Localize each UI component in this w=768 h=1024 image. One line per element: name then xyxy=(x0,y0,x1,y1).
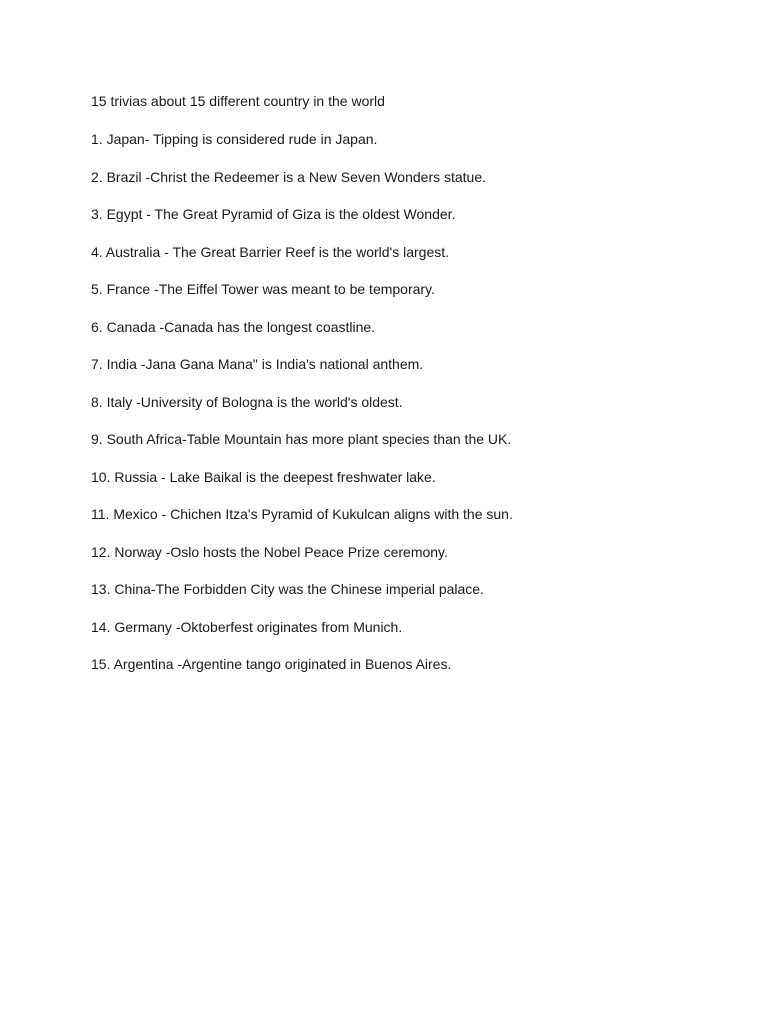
trivia-item-4: 4. Australia - The Great Barrier Reef is the world's largest. xyxy=(91,243,450,260)
document-title: 15 trivias about 15 different country in the world xyxy=(91,93,385,109)
trivia-item-6: 6. Canada -Canada has the longest coastline. xyxy=(91,318,376,335)
trivia-item-15: 15. Argentina -Argentine tango originated in Buenos Aires. xyxy=(91,656,452,672)
trivia-item-9: 9. South Africa-Table Mountain has more plant species than the UK. xyxy=(91,431,512,447)
trivia-item-14: 14. Germany -Oktoberfest originates from Munich. xyxy=(91,618,403,635)
trivia-item-5: 5. France -The Eiffel Tower was meant to be temporary. xyxy=(91,281,435,297)
trivia-item-12: 12. Norway -Oslo hosts the Nobel Peace Prize ceremony. xyxy=(91,543,448,560)
trivia-item-11: 11. Mexico - Chichen Itza's Pyramid of Kukulcan aligns with the sun. xyxy=(91,506,513,522)
trivia-item-1: 1. Japan- Tipping is considered rude in Japan. xyxy=(91,131,378,147)
trivia-item-7: 7. India -Jana Gana Mana" is India's national anthem. xyxy=(91,356,424,372)
trivia-item-3: 3. Egypt - The Great Pyramid of Giza is the oldest Wonder. xyxy=(91,206,456,222)
trivia-item-2: 2. Brazil -Christ the Redeemer is a New Seven Wonders statue. xyxy=(91,168,487,185)
trivia-item-13: 13. China-The Forbidden City was the Chinese imperial palace. xyxy=(91,581,484,597)
trivia-item-8: 8. Italy -University of Bologna is the world's oldest. xyxy=(91,393,403,410)
trivia-item-10: 10. Russia - Lake Baikal is the deepest freshwater lake. xyxy=(91,468,436,485)
trivia-list xyxy=(91,130,513,693)
